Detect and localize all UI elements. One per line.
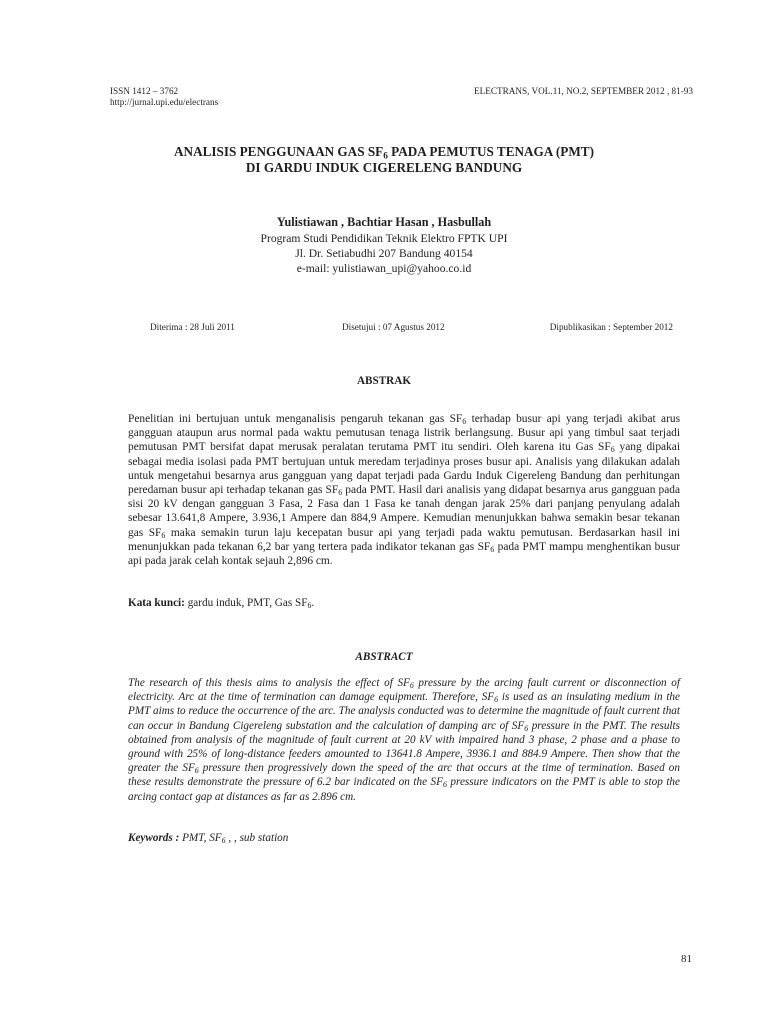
abstrak-paragraph — [128, 412, 680, 568]
date-received: Diterima : 28 Juli 2011 — [150, 322, 235, 332]
abstract-text-2: pressure by the arcing fault current or disconnection of electricity. Arc at the time of termination can damage equipment. Therefore, SF — [128, 677, 680, 704]
keywords — [128, 831, 288, 845]
journal-url: http://jurnal.upi.edu/electrans — [110, 97, 219, 107]
kata-kunci-sub: 6 — [307, 600, 312, 610]
abstrak-sub-2: 6 — [610, 445, 615, 455]
page-number: 81 — [681, 953, 692, 965]
kata-kunci-text: gardu induk, PMT, Gas SF — [184, 597, 308, 609]
abstract-paragraph — [128, 676, 680, 804]
abstrak-text-2: terhadap busur api yang terjadi akibat arus gangguan ataupun arus normal pada waktu pemutusan tenaga listrik berlangsung. Busur api yang timbul saat terjadi pemutusan PMT bersifat dapat merusak peralatan terutama PMT itu sendiri. Oleh karena itu Gas SF — [128, 413, 680, 454]
abstract-sub-5: 6 — [442, 780, 447, 790]
email: e-mail: yulistiawan_upi@yahoo.co.id — [296, 262, 472, 275]
abstract-heading: ABSTRACT — [355, 651, 413, 663]
abstrak-heading: ABSTRAK — [356, 375, 412, 387]
title-text-a: ANALISIS PENGGUNAAN GAS SF — [174, 144, 384, 159]
abstract-sub-4: 6 — [194, 766, 199, 776]
issn: ISSN 1412 – 3762 — [110, 86, 179, 96]
abstrak-text-4: pada PMT. Hasil dari analisis yang didapat besarnya arus gangguan pada sisi 20 kV dengan gangguan 3 Fasa, 2 Fasa dan 1 Fasa ke tanah dengan jarak 25% dari panjang penyulang adalah sebesar 13.641,8 Ampere, 3.936,1 Ampere dan 884,9 Ampere. Kemudian menunjukkan bahwa semakin besar tekanan gas SF — [128, 484, 680, 539]
abstract-text-3: is used as an insulating medium in the PMT aims to reduce the occurrence of the arc. The analysis conducted was to determine the magnitude of fault current that can occur in Bandung Cigereleng substation and the calculation of damping arc of SF — [128, 691, 680, 732]
date-published: Dipublikasikan : September 2012 — [549, 322, 673, 332]
abstract-sub-1: 6 — [409, 680, 414, 690]
title-line-2: DI GARDU INDUK CIGERELENG BANDUNG — [245, 160, 523, 175]
date-accepted: Disetujui : 07 Agustus 2012 — [342, 322, 445, 332]
abstrak-sub-1: 6 — [462, 416, 467, 426]
keywords-label: Keywords : — [128, 832, 180, 844]
abstract-sub-2: 6 — [494, 695, 499, 705]
abstrak-sub-3: 6 — [338, 488, 343, 497]
abstrak-text-1: Penelitian ini bertujuan untuk menganalisis pengaruh tekanan gas SF — [128, 413, 463, 425]
kata-kunci-label: Kata kunci: — [128, 597, 185, 609]
title-line-1 — [60, 144, 708, 160]
author-block — [60, 214, 708, 276]
kata-kunci — [128, 596, 314, 610]
kata-kunci-end: . — [311, 597, 315, 609]
title-text-b: PADA PEMUTUS TENAGA (PMT) — [387, 144, 594, 159]
abstract-text-6: pressure indicators on the PMT is able to stop the arcing contact gap at distances as far as 2.896 cm. — [128, 776, 680, 803]
address: Jl. Dr. Setiabudhi 207 Bandung 40154 — [295, 247, 473, 260]
abstrak-text-6: pada PMT mampu menghentikan busur api pada jarak celah kontak sejauh 2,896 cm. — [128, 540, 680, 568]
affiliation: Program Studi Pendidikan Teknik Elektro FPTK UPI — [260, 232, 508, 245]
publication-dates — [150, 322, 673, 334]
abstrak-sub-5: 6 — [490, 544, 495, 554]
abstract-text-4: pressure in the PMT. The results obtained from analysis of the magnitude of fault current at 20 kV with impaired hand 3 phase, 2 phase and a phase to ground with 25% of long-distance feeders amounted to 13641.8 Ampere, 3936.1 and 884.9 Ampere. Then show that the greater the SF — [128, 719, 680, 775]
abstrak-sub-4: 6 — [161, 530, 166, 540]
abstrak-text-5: maka semakin turun laju kecepatan busur api yang terjadi pada waktu pemutusan. Berdasarkan hasil ini menunjukkan pada tekanan 6,2 bar yang tertera pada indikator tekanan gas SF — [128, 526, 680, 553]
paper-title — [60, 144, 708, 176]
keywords-sub: 6 — [221, 835, 226, 845]
keywords-text: PMT, SF — [179, 832, 222, 844]
author-names: Yulistiawan , Bachtiar Hasan , Hasbullah — [276, 215, 492, 229]
journal-citation: ELECTRANS, VOL.11, NO.2, SEPTEMBER 2012 , 81-93 — [474, 86, 693, 96]
title-subscript: 6 — [383, 150, 388, 161]
abstract-text-1: The research of this thesis aims to analysis the effect of SF — [128, 677, 410, 689]
abstract-sub-3: 6 — [524, 723, 529, 733]
abstrak-text-3: yang dipakai sebagai media isolasi pada PMT bertujuan untuk meredam terjadinya proses busur api. Analisis yang dilakukan adalah untuk mengetahui besarnya arus gangguan yang dapat terjadi pada Gardu Induk Cigereleng Bandung dan perhitungan peredaman busur api terhadap tekanan gas SF — [128, 441, 680, 497]
abstract-text-5: pressure then progressively down the speed of the arc that occurs at the time of termination. Based on these results demonstrate the pressure of 6.2 bar indicated on the SF — [128, 762, 680, 789]
header-left — [110, 86, 218, 108]
keywords-end: , , sub station — [225, 832, 289, 844]
